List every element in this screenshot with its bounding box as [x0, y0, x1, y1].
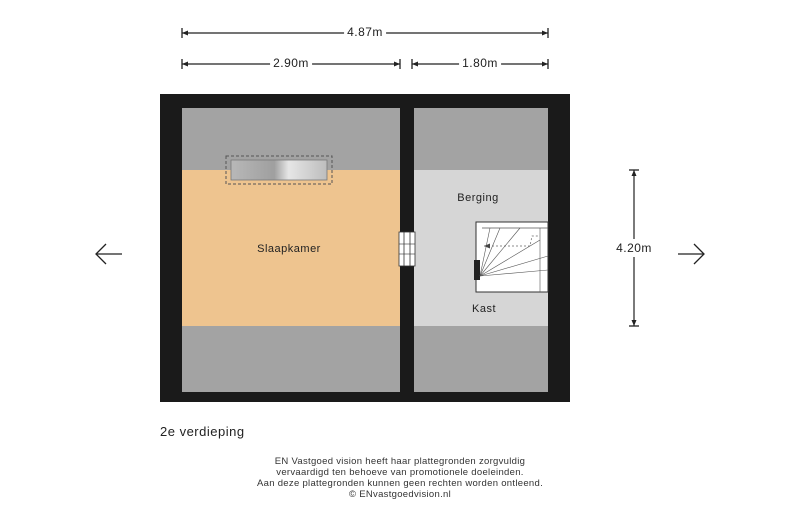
attic-slope-top-right [414, 108, 548, 170]
floor-label: 2e verdieping [160, 424, 245, 439]
arrow-right-icon[interactable] [678, 244, 704, 264]
staircase [474, 222, 548, 292]
disclaimer-line-3: Aan deze plattegronden kunnen geen rechten worden ontleend. [256, 478, 544, 489]
left-width-label: 2.90m [270, 56, 312, 70]
disclaimer-line-1: EN Vastgoed vision heeft haar plattegronden zorgvuldig [274, 456, 526, 467]
room-label-closet: Kast [471, 303, 497, 315]
skylight [226, 156, 332, 184]
disclaimer [0, 456, 800, 500]
disclaimer-line-4: © ENvastgoedvision.nl [348, 489, 451, 500]
right-width-label: 1.80m [459, 56, 501, 70]
depth-label: 4.20m [616, 241, 652, 255]
attic-slope-bottom-right [414, 326, 548, 392]
room-label-bedroom: Slaapkamer [257, 243, 321, 255]
disclaimer-line-2: vervaardigd ten behoeve van promotionele doeleinden. [276, 467, 524, 478]
arrow-left-icon[interactable] [96, 244, 122, 264]
attic-slope-bottom-left [182, 326, 400, 392]
room-label-storage: Berging [457, 192, 499, 204]
total-width-label: 4.87m [344, 25, 386, 39]
door-opening [399, 232, 415, 266]
